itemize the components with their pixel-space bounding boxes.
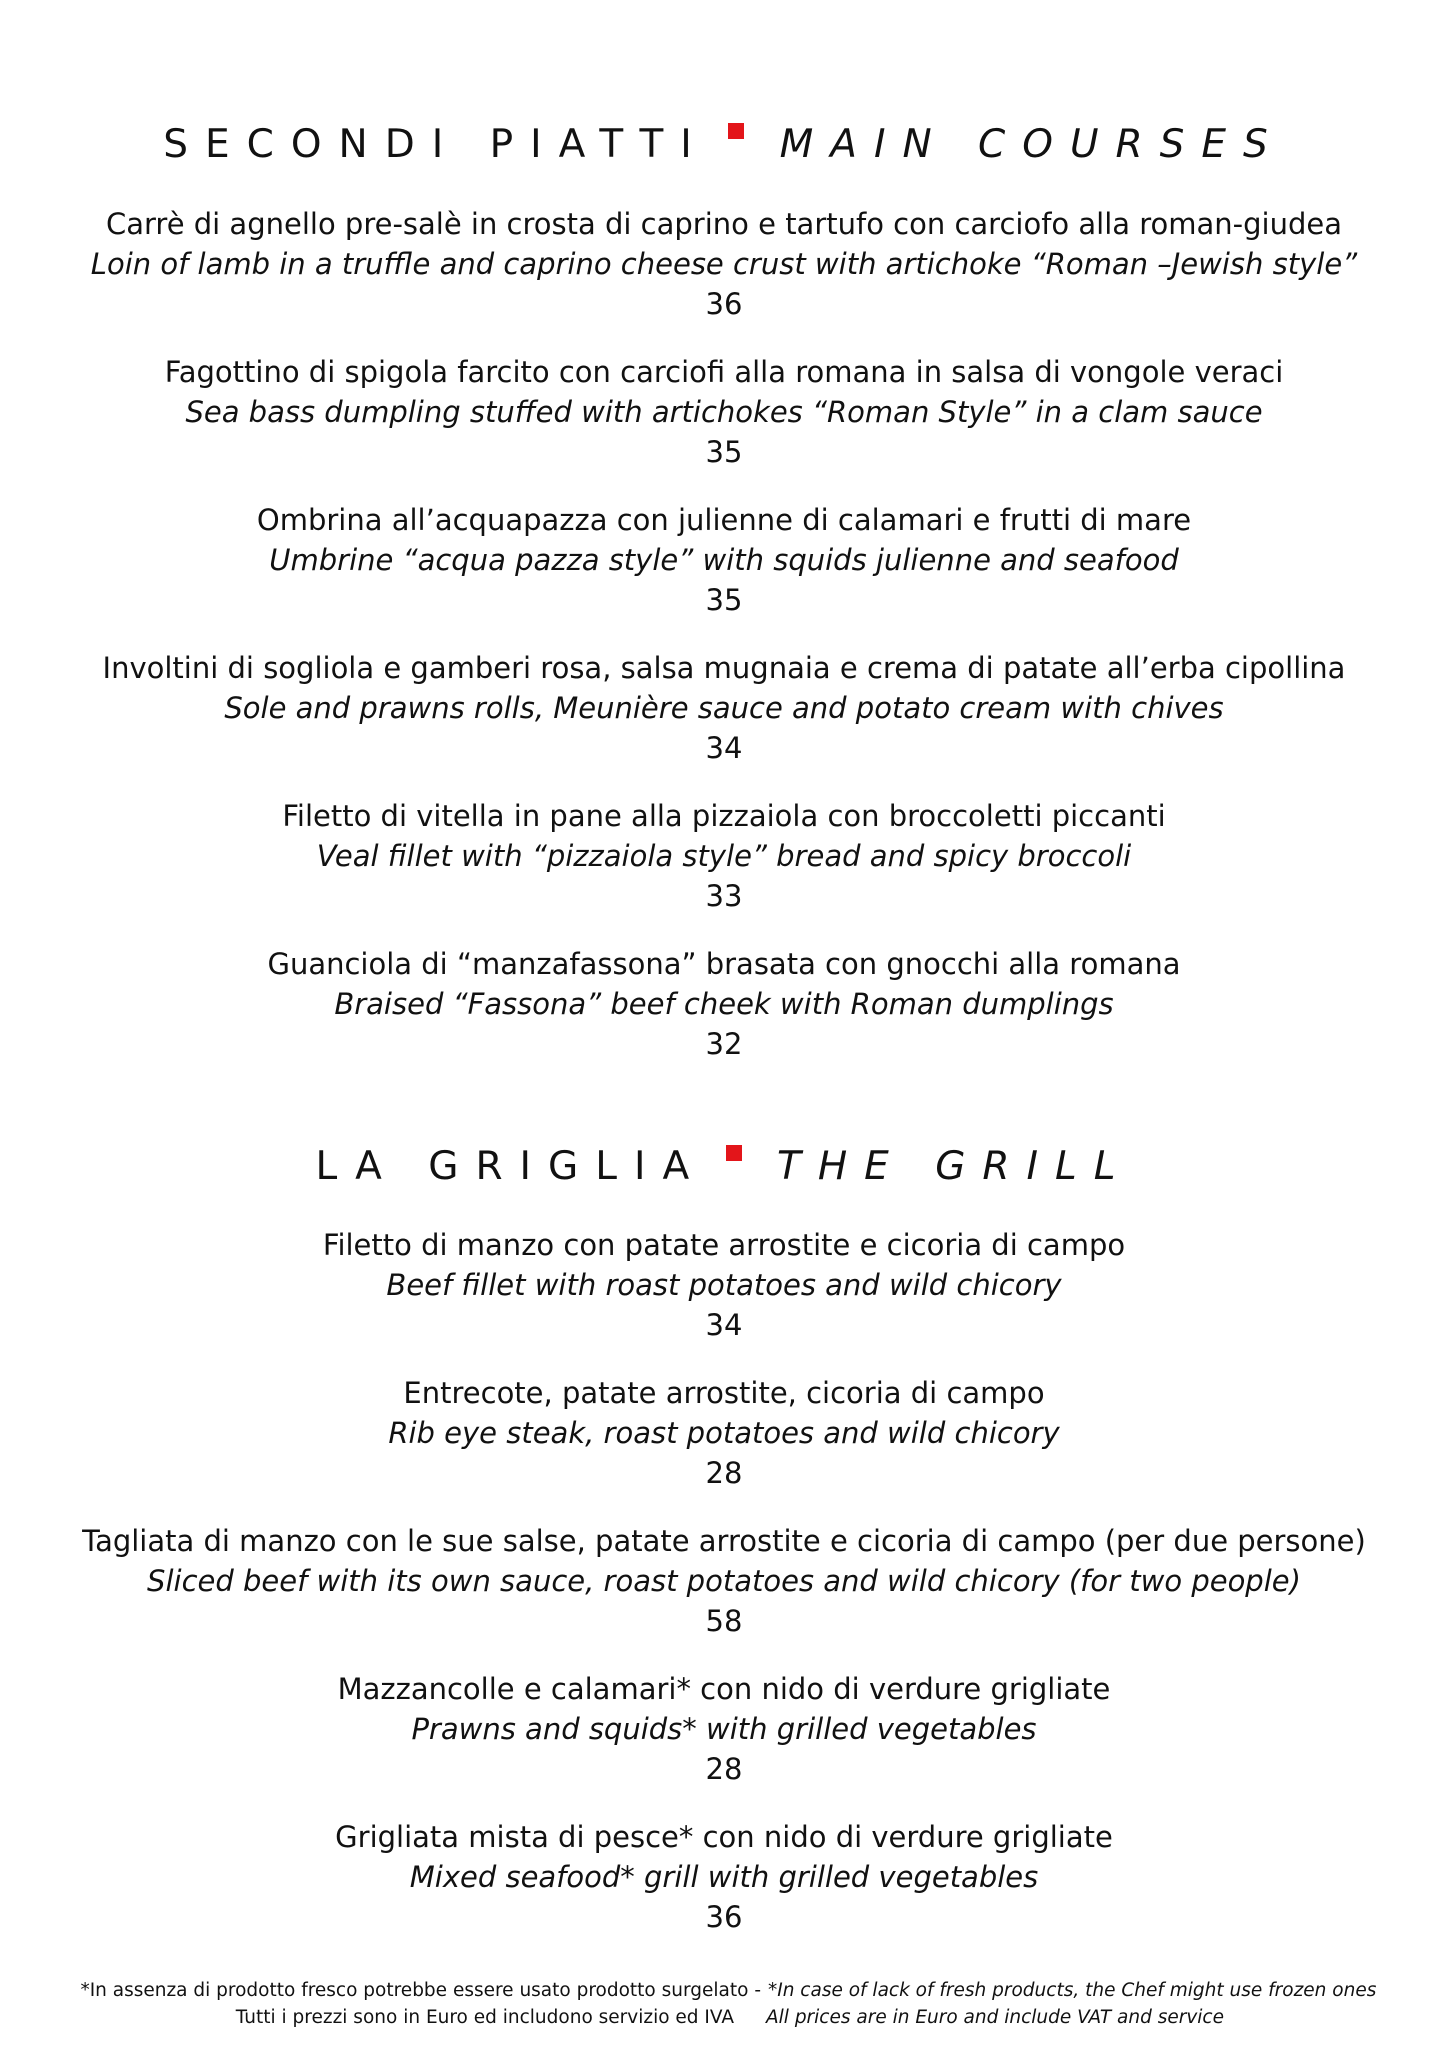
- dish-price: 34: [705, 1308, 743, 1342]
- dish-name-it: Fagottino di spigola farcito con carciofi alla romana in salsa di vongole veraci: [164, 355, 1284, 389]
- section-title-en: THE GRILL: [777, 1144, 1133, 1189]
- dish-name-it: Mazzancolle e calamari* con nido di verdure grigliate: [337, 1672, 1111, 1706]
- dish-price: 58: [705, 1604, 743, 1638]
- menu-item: [0, 796, 1448, 916]
- section-title-it: LA GRIGLIA: [315, 1144, 707, 1189]
- dish-name-en: Sea bass dumpling stuffed with artichokes “Roman Style” in a clam sauce: [185, 395, 1263, 429]
- dish-price: 32: [705, 1027, 743, 1061]
- dish-name-it: Tagliata di manzo con le sue salse, patate arrostite e cicoria di campo (per due persone): [82, 1524, 1366, 1558]
- dish-name-en: Braised “Fassona” beef cheek with Roman dumplings: [334, 987, 1114, 1021]
- dish-name-en: Prawns and squids* with grilled vegetables: [411, 1712, 1037, 1746]
- dish-name-it: Entrecote, patate arrostite, cicoria di campo: [403, 1376, 1045, 1410]
- dish-name-it: Guanciola di “manzafassona” brasata con gnocchi alla romana: [267, 947, 1181, 981]
- dish-price: 28: [705, 1752, 743, 1786]
- red-square-icon: [726, 1145, 742, 1161]
- dish-name-it: Ombrina all’acquapazza con julienne di calamari e frutti di mare: [256, 503, 1192, 537]
- section-title-it: SECONDI PIATTI: [163, 122, 709, 167]
- dish-name-en: Mixed seafood* grill with grilled vegetables: [409, 1860, 1039, 1894]
- menu-item: [0, 648, 1448, 768]
- menu-item: [0, 944, 1448, 1064]
- menu-item: [0, 1373, 1448, 1493]
- menu-item: [0, 352, 1448, 472]
- footer-note-it: *In assenza di prodotto fresco potrebbe essere usato prodotto surgelato -: [80, 1980, 761, 2001]
- footer-note-en: *In case of lack of fresh products, the Chef might use frozen ones: [768, 1980, 1377, 2001]
- dish-price: 36: [705, 1900, 743, 1934]
- dish-price: 28: [705, 1456, 743, 1490]
- dish-price: 36: [705, 287, 743, 321]
- dish-price: 33: [705, 879, 743, 913]
- section-title-en: MAIN COURSES: [779, 122, 1285, 167]
- dish-name-it: Filetto di vitella in pane alla pizzaiola con broccoletti piccanti: [282, 799, 1166, 833]
- section-heading-main-courses: [0, 122, 1448, 167]
- menu-item: [0, 1669, 1448, 1789]
- dish-name-it: Grigliata mista di pesce* con nido di verdure grigliate: [335, 1820, 1113, 1854]
- dish-name-en: Veal fillet with “pizzaiola style” bread and spicy broccoli: [316, 839, 1132, 873]
- footer-note-en: All prices are in Euro and include VAT and service: [766, 2007, 1224, 2028]
- dish-price: 35: [705, 435, 743, 469]
- dish-name-en: Umbrine “acqua pazza style” with squids julienne and seafood: [269, 543, 1179, 577]
- menu-item: [0, 204, 1448, 324]
- dish-name-it: Carrè di agnello pre-salè in crosta di caprino e tartufo con carciofo alla roman-giudea: [105, 207, 1343, 241]
- menu-item: [0, 1225, 1448, 1345]
- dish-name-en: Beef fillet with roast potatoes and wild chicory: [386, 1268, 1062, 1302]
- dish-name-en: Sole and prawns rolls, Meunière sauce and potato cream with chives: [224, 691, 1224, 725]
- section-heading-the-grill: [0, 1144, 1448, 1189]
- dish-price: 34: [705, 731, 743, 765]
- footer-notes: [0, 1977, 1448, 2031]
- footer-note-it: Tutti i prezzi sono in Euro ed includono servizio ed IVA: [235, 2007, 734, 2028]
- menu-item: [0, 1817, 1448, 1937]
- menu-item: [0, 1521, 1448, 1641]
- dish-price: 35: [705, 583, 743, 617]
- dish-name-en: Loin of lamb in a truffle and caprino cheese crust with artichoke “Roman –Jewish style”: [90, 247, 1358, 281]
- red-square-icon: [728, 123, 744, 139]
- dish-name-it: Filetto di manzo con patate arrostite e cicoria di campo: [322, 1228, 1126, 1262]
- menu-item: [0, 500, 1448, 620]
- dish-name-en: Sliced beef with its own sauce, roast potatoes and wild chicory (for two people): [147, 1564, 1301, 1598]
- footer-line: [0, 1977, 1448, 2004]
- dish-name-en: Rib eye steak, roast potatoes and wild chicory: [388, 1416, 1060, 1450]
- footer-line: [0, 2004, 1448, 2031]
- dish-name-it: Involtini di sogliola e gamberi rosa, salsa mugnaia e crema di patate all’erba cipollina: [102, 651, 1346, 685]
